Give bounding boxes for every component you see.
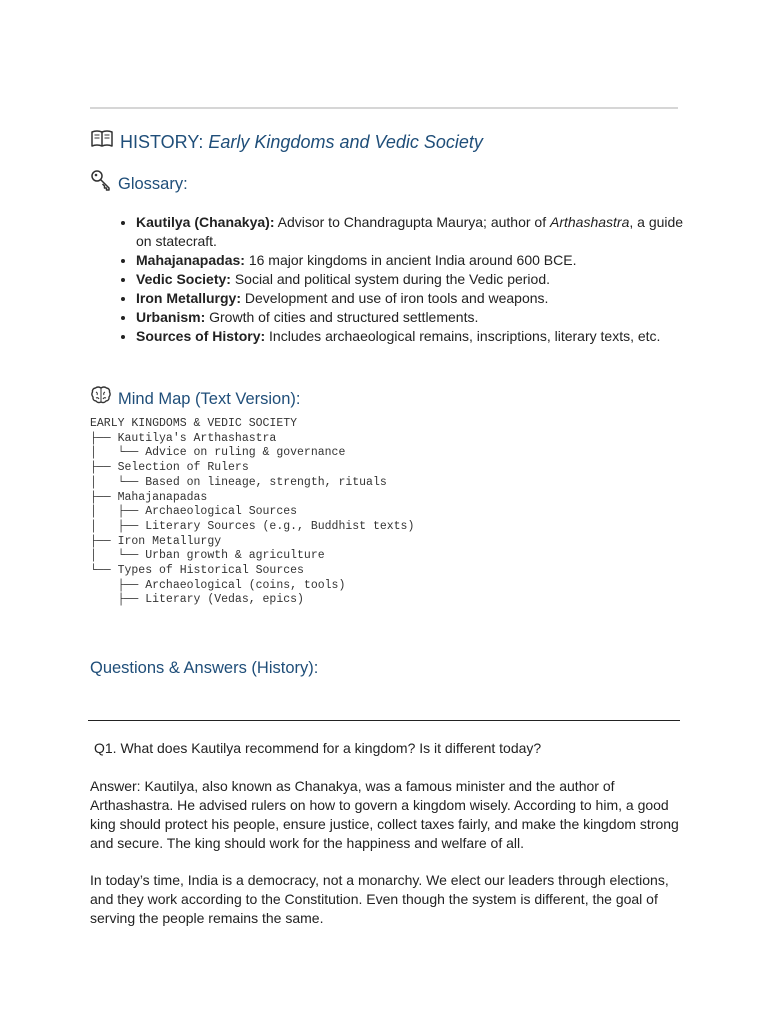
glossary-definition: 16 major kingdoms in ancient India around 600 BCE. (244, 252, 577, 268)
open-book-icon (90, 129, 114, 155)
list-item (136, 289, 696, 308)
mindmap-heading: Mind Map (Text Version): (118, 389, 301, 408)
section-title-history (90, 129, 483, 155)
history-topic: Early Kingdoms and Vedic Society (208, 132, 483, 152)
glossary-term: Kautilya (Chanakya): (136, 214, 275, 230)
top-divider (90, 107, 678, 109)
glossary-definition: Growth of cities and structured settlements. (205, 309, 479, 325)
glossary-list (112, 213, 696, 346)
glossary-definition: Advisor to Chandragupta Maurya; author of (274, 214, 550, 230)
section-title-mindmap (90, 385, 300, 412)
question-1: Q1. What does Kautilya recommend for a kingdom? Is it different today? (94, 740, 542, 756)
answer-paragraph-1: Answer: Kautilya, also known as Chanakya, was a famous minister and the author of Arthashastra. He advised rulers on how to govern a kingdom wisely. According to him, a good king should protect his people, ensure justice, collect taxes fairly, and make the kingdom strong and secure. The king should work for the happiness and welfare of all. (90, 778, 679, 851)
key-icon (90, 169, 112, 198)
list-item (136, 308, 696, 327)
brain-icon (90, 385, 112, 412)
list-item (136, 213, 696, 251)
glossary-definition: Social and political system during the Vedic period. (230, 271, 551, 287)
glossary-definition-italic: Arthashastra (549, 214, 630, 230)
glossary-term: Vedic Society: (136, 271, 231, 287)
qa-heading: Questions & Answers (History): (90, 659, 319, 677)
glossary-heading: Glossary: (118, 174, 188, 193)
list-item (136, 251, 696, 270)
glossary-definition: Development and use of iron tools and weapons. (241, 290, 549, 306)
glossary-definition-end: , a guide on statecraft. (136, 214, 684, 249)
glossary-term: Mahajanapadas: (136, 252, 245, 268)
list-item (136, 327, 696, 346)
glossary-term: Sources of History: (136, 328, 266, 344)
glossary-term: Iron Metallurgy: (136, 290, 242, 306)
mindmap-tree: EARLY KINGDOMS & VEDIC SOCIETY ├── Kautilya's Arthashastra │ └── Advice on ruling & governance ├── Selection of Rulers │ └── Based on lineage, strength, rituals ├── Mahajanapadas │ ├── Archaeological Sources │ ├── Literary Sources (e.g., Buddhist texts) ├── Iron Metallurgy │ └── Urban growth & agriculture └── Types of Historical Sources ├── Archaeological (coins, tools) ├── Literary (Vedas, epics) (90, 417, 415, 607)
glossary-definition: Includes archaeological remains, inscriptions, literary texts, etc. (265, 328, 661, 344)
list-item (136, 270, 696, 289)
section-title-glossary (90, 169, 188, 198)
section-title-qa (90, 656, 318, 680)
glossary-term: Urbanism: (136, 309, 206, 325)
history-label: HISTORY: (120, 132, 204, 152)
answer-paragraph-2: In today’s time, India is a democracy, not a monarchy. We elect our leaders through elections, and they work according to the Constitution. Even though the system is different, the goal of serving the people remains the same. (90, 872, 669, 926)
section-divider (88, 720, 680, 721)
